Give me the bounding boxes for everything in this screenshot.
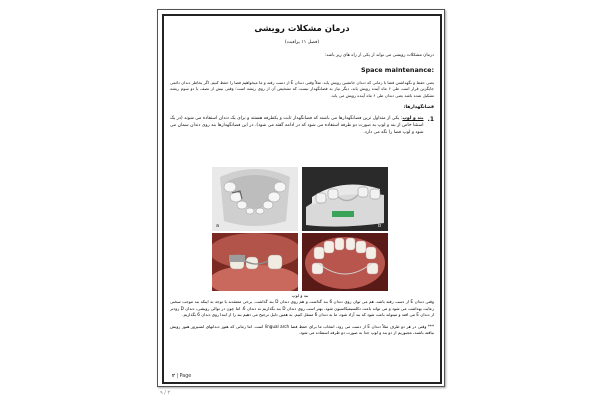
band-and-loop-cast-photo	[302, 167, 388, 231]
svg-text:a: a	[216, 223, 220, 229]
figure-caption: بند و لوپ	[291, 293, 309, 298]
footer-page-number: ۲	[172, 374, 175, 379]
list-lead: بند و لوپ	[402, 116, 424, 122]
intro-paragraph: درمان مشکلات رویشی می تواند از یکی از راه های زیر باشد:	[324, 53, 434, 58]
list-text	[170, 116, 424, 136]
svg-text:b: b	[378, 223, 382, 229]
paragraph-band-placement: وقتی دندان E از دست رفته باشد، هم می توان روی دندان 6 بند گذاشت و هم روی دندان D بند گذاشت. برخی معتقدند با توجه به اینکه بند موجب سختی رعایت بهداشت می شود و می تواند باعث دکلسیفیکاسیون شود، بهتر است روی دندان D بند بگذاریم نه دندان 6. اما چون در توالی رویشی، دندان D زودتر از دندان E می افتد و میتواند باعث شود که بند آزاد شود، ما به دندان 6 منتقل کنیم. به همین دلیل ترجیح می دهیم بند را از ابتدا روی دندان 6 بگذاریم.	[170, 299, 434, 318]
page-border	[162, 14, 442, 384]
paragraph-lingual-arch: *** وقتی در هر دو طرف مثلاً دندان E از دست می رود، انتخاب ما برای حفظ فضا lingual arch است. اما زمانی که هنوز دندانهای انسیزور هنوز رویش نیافته باشند، مجبوریم از دو بند و لوپ جدا به صورت دو طرفه استفاده می شود.	[170, 323, 434, 336]
photo-grid	[212, 167, 388, 298]
list-item	[170, 116, 434, 136]
chapter-subtitle: (فصل ۱۱ پرافیت)	[284, 40, 320, 45]
page-title: درمان مشکلات رویشی	[254, 24, 350, 34]
lower-content	[170, 299, 434, 342]
section-paragraph: یعنی حفظ و نگهداشتن فضا با زمانی که دندان جانشین رویش یابد. مثلاً وقتی دندان E از دست رفته و ما میخواهیم فضا را حفظ کنیم. اگر بخاطر دندان دائمی جایگزین قرار است طی ۶ ماه آینده رویش یابد، دیگر نیاز به فضانگهدار نیست که تشخیص آن از روی ریشه است؛ وقتی بیش از نصف یا دو سوم ریشه تشکیل شده باشد یعنی دندان طی ۶ ماه آینده رویش می یابد.	[170, 79, 434, 98]
list-number: 1.	[427, 116, 434, 124]
page-footer	[172, 374, 191, 379]
footer-label: Page	[179, 374, 192, 379]
subheading: فضانگهدارها:	[403, 105, 434, 111]
footer-separator: |	[176, 374, 179, 379]
intraoral-loop-photo	[302, 233, 388, 291]
section-heading: Space maintenance:	[360, 65, 434, 74]
list-body: : یکی از متداول ترین فضانگهدارها می باشند که فضانگهدار ثابت و یکطرفه هستند و برای یک دندان استفاده می شوند (در یک استثنا خاص از بند و لوپ به صورت دو طرفه استفاده می شود که در ادامه گفته می شود). در این فضانگهدارها بند روی دندان سمان می شود و لوپ فضا را نگه می دارد.	[170, 116, 424, 135]
dental-cast-photo	[212, 167, 298, 231]
intraoral-band-photo	[212, 233, 298, 291]
page-content	[170, 22, 434, 137]
document-page	[157, 9, 445, 387]
page-counter: ۹ / ۲	[160, 390, 171, 396]
